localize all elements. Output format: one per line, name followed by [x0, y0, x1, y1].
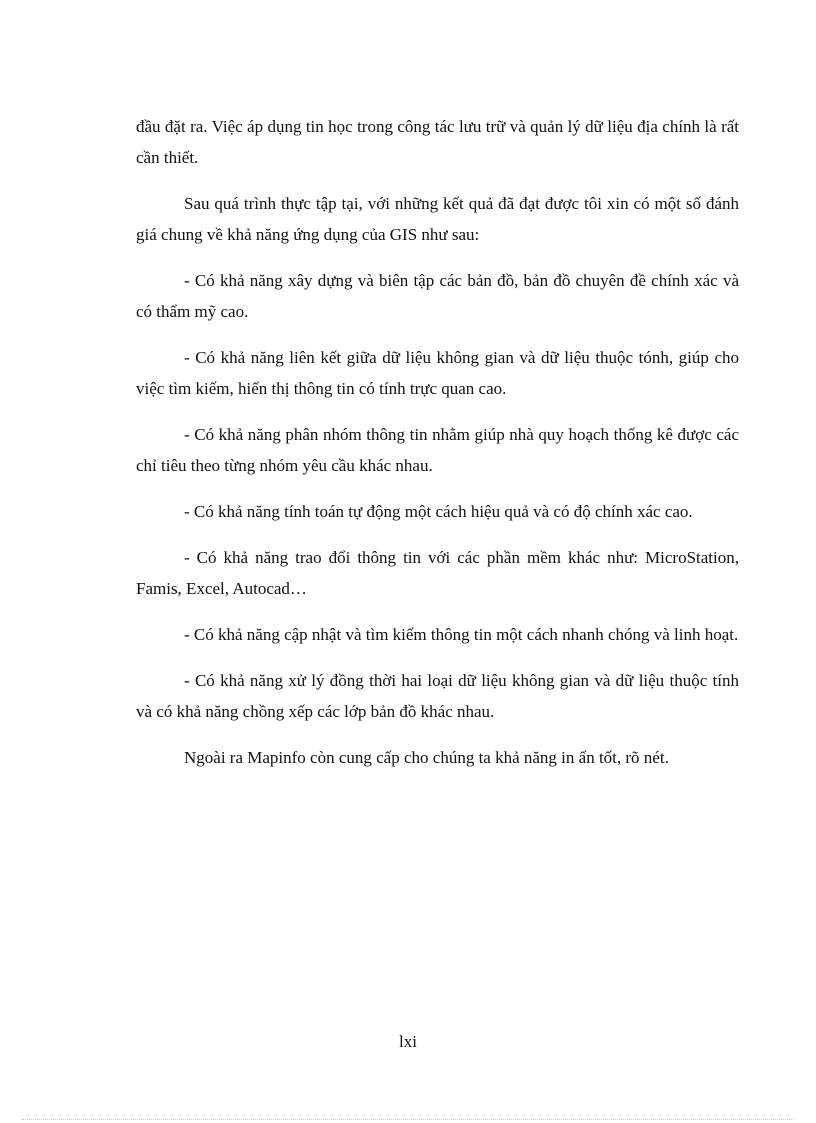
list-item-exchange: - Có khả năng trao đổi thông tin với các phần mềm khác như: MicroStation, Famis, Excel, Autocad…: [136, 548, 739, 598]
paragraph-intro: Sau quá trình thực tập tại, với những kết quả đã đạt được tôi xin có một số đánh giá chung về khả năng ứng dụng của GIS như sau:: [136, 194, 739, 244]
page-bottom-divider: [22, 1119, 794, 1120]
paragraph-conclusion: Ngoài ra Mapinfo còn cung cấp cho chúng ta khả năng in ấn tốt, rõ nét.: [184, 748, 669, 767]
body-text: [136, 111, 739, 788]
list-item-data-linking: - Có khả năng liên kết giữa dữ liệu không gian và dữ liệu thuộc tónh, giúp cho việc tìm kiếm, hiển thị thông tin có tính trực quan cao.: [136, 348, 739, 398]
list-item-calculation: - Có khả năng tính toán tự động một cách hiệu quả và có độ chính xác cao.: [184, 502, 693, 521]
paragraph-continuation: đầu đặt ra. Việc áp dụng tin học trong công tác lưu trữ và quản lý dữ liệu địa chính là rất cần thiết.: [136, 117, 739, 167]
list-item-map-editing: - Có khả năng xây dựng và biên tập các bản đồ, bản đồ chuyên đề chính xác và có thẩm mỹ cao.: [136, 271, 739, 321]
list-item-update: - Có khả năng cập nhật và tìm kiếm thông tin một cách nhanh chóng và linh hoạt.: [184, 625, 739, 644]
page-number: lxi: [399, 1032, 417, 1051]
list-item-grouping: - Có khả năng phân nhóm thông tin nhằm giúp nhà quy hoạch thống kê được các chỉ tiêu theo từng nhóm yêu cầu khác nhau.: [136, 425, 739, 475]
list-item-overlay: - Có khả năng xử lý đồng thời hai loại dữ liệu không gian và dữ liệu thuộc tính và có khả năng chồng xếp các lớp bản đồ khác nhau.: [136, 671, 739, 721]
